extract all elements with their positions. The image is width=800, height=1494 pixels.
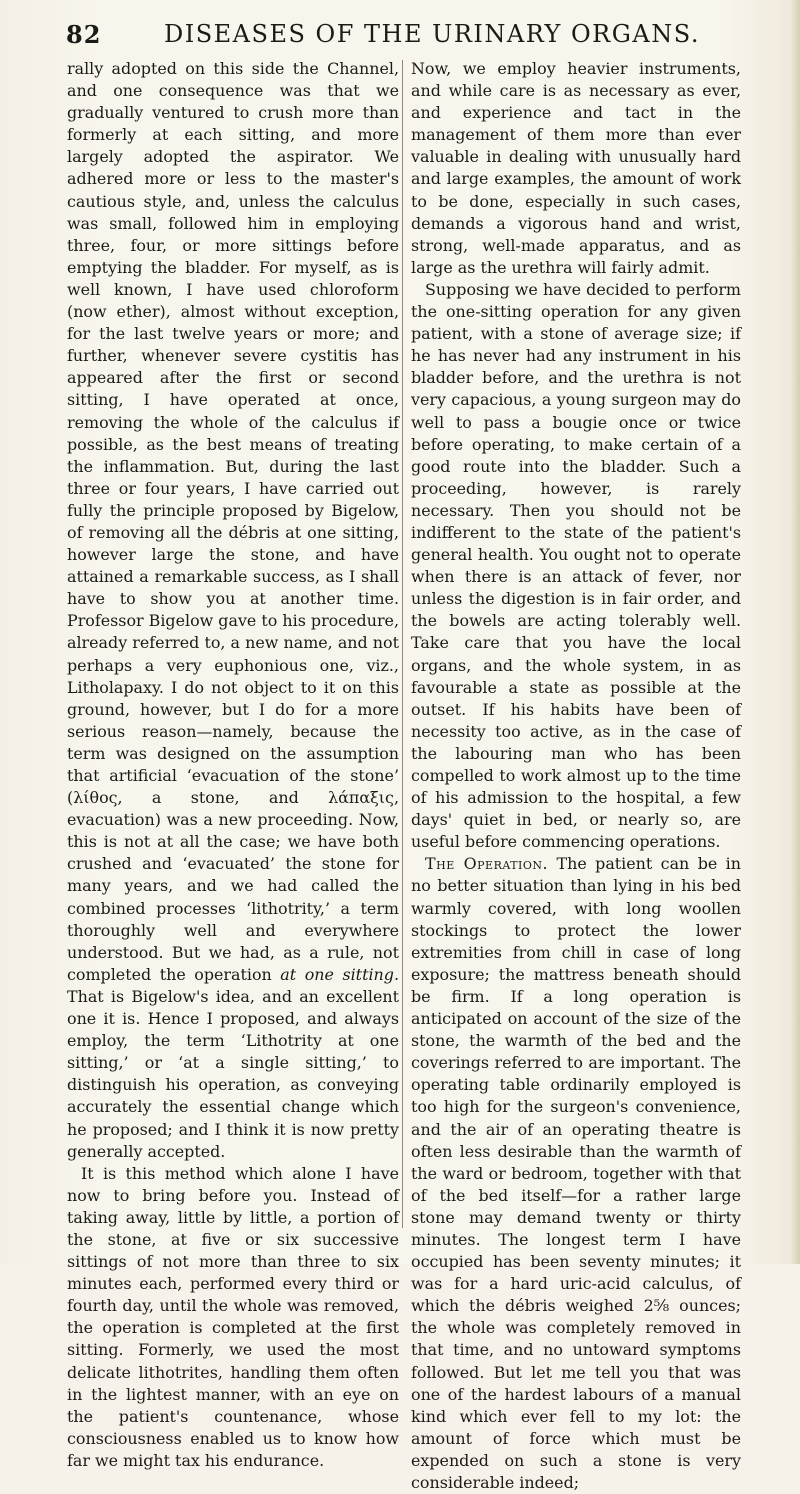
paragraph (411, 853, 741, 1494)
page-header (46, 4, 736, 52)
right-column (411, 58, 741, 1494)
paragraph: Now, we employ heavier instruments, and while care is as necessary as ever, and experience and tact in the management of them more than ever valuable in dealing with unusually hard and large examples, the amount of work to be done, especially in such cases, demands a vigorous hand and wrist, strong, well-made apparatus, and as large as the urethra will fairly admit. (411, 59, 741, 277)
paragraph: It is this method which alone I have now to bring before you. Instead of taking away, little by little, a portion of the stone, at five or six successive sittings of not more than three to six minutes each, performed every third or fourth day, until the whole was removed, the operation is completed at the first sitting. Formerly, we used the most delicate lithotrites, handling them often in the lightest manner, with an eye on the patient's countenance, whose consciousness enabled us to know how far we might tax his endurance. (67, 1163, 399, 1470)
page-number: 82 (66, 20, 102, 49)
paragraph: Supposing we have decided to perform the one-sitting operation for any given patient, with a stone of average size; if he has never had any instrument in his bladder before, and the urethra is not very capacious, a young surgeon may do well to pass a bougie once or twice before operating, to make certain of a good route into the bladder. Such a proceeding, however, is rarely necessary. Then you should not be indifferent to the state of the patient's general health. You ought not to operate when there is an attack of fever, nor unless the digestion is in fair order, and the bowels are acting tolerably well. Take care that you have the local organs, and the whole system, in as favourable a state as possible at the outset. If his habits have been of necessity too active, as in the case of the labouring man who has been compelled to work almost up to the time of his admission to the hospital, a few days' quiet in bed, or nearly so, are useful before commencing operations. (411, 279, 741, 852)
paragraph-text: That is Bigelow's idea, and an excellent one it is. Hence I proposed, and always employ, the term ‘Lithotrity at one sitting,’ or ‘at a single sitting,’ to distinguish his operation, as conveying accurately the essential change which he proposed; and I think it is now pretty generally accepted. (67, 986, 399, 1161)
section-heading: The Operation. (425, 854, 549, 874)
page-edge (790, 0, 800, 1264)
column-divider (402, 60, 403, 1228)
left-column (67, 58, 399, 1472)
emphasis-text: at one sitting. (280, 964, 399, 984)
paragraph-text: The patient can be in no better situation than lying in his bed warmly covered, with long woollen stockings to protect the lower extremities from chill in case of long exposure; the mattress beneath should be firm. If a long operation is anticipated on account of the size of the stone, the warmth of the bed and the coverings referred to are important. The operating table ordinarily employed is too high for the surgeon's convenience, and the air of an operating theatre is often less desirable than the warmth of the ward or bedroom, together with that of the bed itself—for a rather large stone may demand twenty or thirty minutes. The longest term I have occupied has been seventy minutes; it was for a hard uric-acid calculus, of which the débris weighed 2⅝ ounces; the whole was completely removed in that time, and no untoward symptoms followed. But let me tell you that was one of the hardest labours of a manual kind which ever fell to my lot: the amount of force which must be expended on such a stone is very considerable indeed; (411, 854, 741, 1492)
running-head: DISEASES OF THE URINARY ORGANS. (164, 20, 700, 48)
paragraph-text: rally adopted on this side the Channel, and one consequence was that we gradually ventured to crush more than formerly at each sitting, and more largely adopted the aspirator. We adhered more or less to the master's cautious style, and, unless the calculus was small, followed him in employing three, four, or more sittings before emptying the bladder. For myself, as is well known, I have used chloroform (now ether), almost without exception, for the last twelve years or more; and further, whenever severe cystitis has appeared after the first or second sitting, I have operated at once, removing the whole of the calculus if possible, as the best means of treating the inflammation. But, during the last three or four years, I have carried out fully the principle proposed by Bigelow, of removing all the débris at one sitting, however large the stone, and have attained a remarkable success, as I shall have to show you at another time. Professor Bigelow gave to his procedure, already referred to, a new name, and not perhaps a very euphonious one, viz., Litholapaxy. I do not object to it on this ground, however, but I do for a more serious reason—namely, because the term was designed on the assumption that artificial ‘evacuation of the stone’ (λίθος, a stone, and λάπαξις, evacuation) was a new proceeding. Now, this is not at all the case; we have both crushed and ‘evacuated’ the stone for many years, and we had called the combined processes ‘lithotrity,’ a term thoroughly well and everywhere understood. But we had, as a rule, not completed the operation (67, 59, 400, 984)
paragraph (67, 58, 399, 1163)
